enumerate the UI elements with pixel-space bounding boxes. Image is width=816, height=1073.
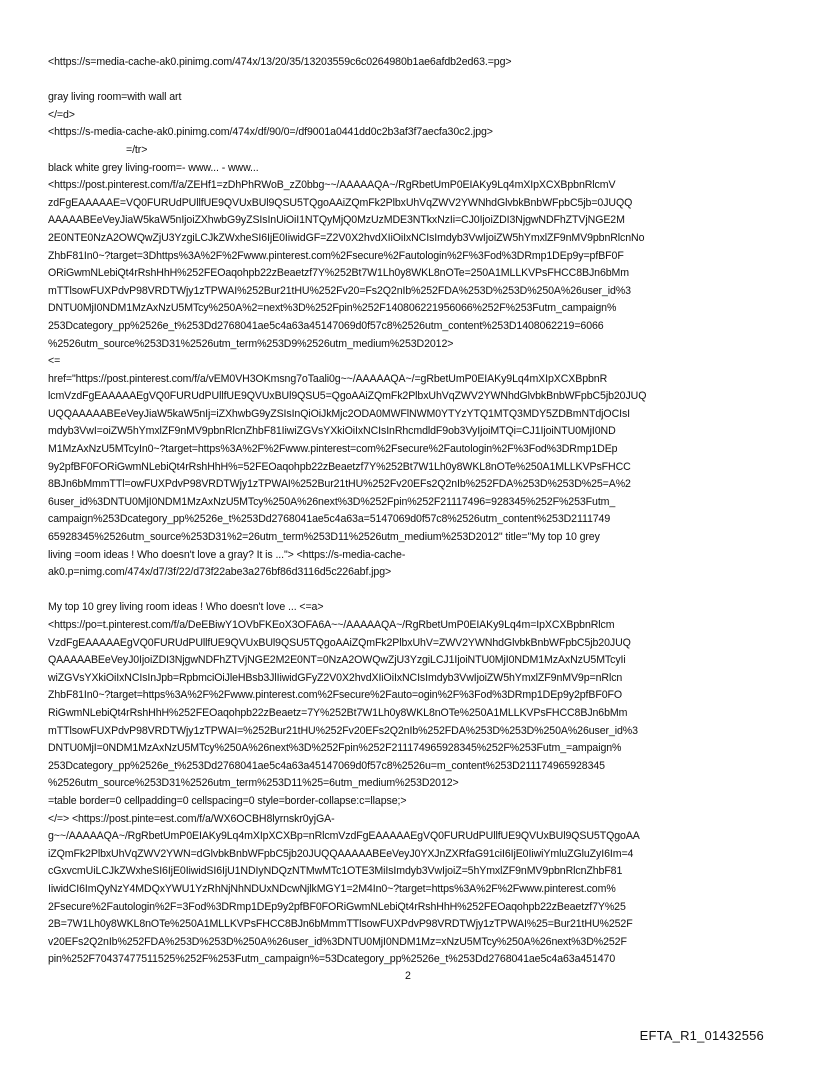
text-line: <https://post.pinterest.com/f/a/ZEHf1=zDhPhRWoB_zZ0bbg~~/AAAAAQA~/RgRbetUmP0EIAKy9Lq4mXIpXCXBpbnRlcmV xyxy=(48,179,616,192)
text-line: 253Dcategory_pp%2526e_t%253Dd2768041ae5c4a63a45147069d0f57c8%2526utm_content%253D1408062219=6066 xyxy=(48,319,604,332)
text-line: 8BJn6bMmmTTl=owFUXPdvP98VRDTWjy1zTPWAI%252Bur21tHU%252Fv20EFs2Q2nIb%252FDA%253D%253D%25=A%2 xyxy=(48,478,631,491)
email-body-text xyxy=(48,54,770,969)
text-line: QAAAAABEeVeyJ0IjoiZDI3NjgwNDFhZTVjNGE2M2E0NT=0NzA2OWQwZjU3YzgiLCJ1IjoiNTU0MjI0NDM1MzAxNzU5MTcyIi xyxy=(48,654,626,667)
text-line: pin%252F70437477511525%252F%253Futm_campaign%=53Dcategory_pp%2526e_t%253Dd2768041ae5c4a63a451470 xyxy=(48,953,616,966)
text-line: </=> <https://post.pinte=est.com/f/a/WX6OCBH8lyrnskr0yjGA- xyxy=(48,812,335,825)
text-line: 65928345%2526utm_source%253D31%2=26utm_term%253D11%2526utm_medium%253D2012" title="My top 10 grey xyxy=(48,531,600,544)
text-line: 9y2pfBF0FORiGwmNLebiQt4rRshHhH%=52FEOaqohpb22zBeaetzf7Y%252Bt7W1Lh0y8WKL8nOTe%250A1MLLKVPsFHCC xyxy=(48,460,631,473)
text-line: 2B=7W1Lh0y8WKL8nOTe%250A1MLLKVPsFHCC8BJn6bMmmTTlsowFUXPdvP98VRDTWjy1zTPWAI%25=Bur21tHU%252F xyxy=(48,918,633,931)
text-line: g~~/AAAAAQA~/RgRbetUmP0EIAKy9Lq4mXIpXCXBp=nRlcmVzdFgEAAAAAEgVQ0FURUdPUllfUE9QVUxBUl9QSU5TQgoAA xyxy=(48,830,640,843)
text-line: href="https://post.pinterest.com/f/a/vEM0VH3OKmsng7oTaali0g~~/AAAAAQA~/=gRbetUmP0EIAKy9Lq4mXIpXCXBpbnR xyxy=(48,372,608,385)
text-line: RiGwmNLebiQt4rRshHhH%252FEOaqohpb22zBeaetz=7Y%252Bt7W1Lh0y8WKL8nOTe%250A1MLLKVPsFHCC8BJn6bMm xyxy=(48,706,628,719)
text-line: black white grey living-room=- www... - www... xyxy=(48,161,259,174)
text-line: =table border=0 cellpadding=0 cellspacing=0 style=border-collapse:c=llapse;> xyxy=(48,794,407,807)
text-line: 6user_id%3DNTU0MjI0NDM1MzAxNzU5MTcy%250A%26next%3D%252Fpin%252F21117496=928345%252F%253Futm_ xyxy=(48,495,616,508)
text-line: ZhbF81In0~?target=https%3A%2F%2Fwww.pinterest.com%2Fsecure%2Fauto=ogin%2F%3Fod%3DRmp1DEp9y2pfBF0FO xyxy=(48,689,623,702)
text-line: iZQmFk2PlbxUhVqZWV2YWN=dGlvbkBnbWFpbC5jb20JUQQAAAAABEeVeyJ0YXJnZXRfaG91ciI6IjE0IiwiYmluZGluZyI6Im=4 xyxy=(48,847,634,860)
text-line: mTTlsowFUXPdvP98VRDTWjy1zTPWAI=%252Bur21tHU%252Fv20EFs2Q2nIb%252FDA%253D%253D%250A%26user_id%3 xyxy=(48,724,638,737)
text-line: UQQAAAAABEeVeyJiaW5kaW5nIj=iZXhwbG9yZSIsInQiOiJkMjc2ODA0MWFlNWM0YTYzYTQ1MTQ3MDY5ZDBmNTdjOCIsI xyxy=(48,407,631,420)
blank-line xyxy=(48,582,770,600)
text-line: lcmVzdFgEAAAAAEgVQ0FURUdPUllfUE9QVUxBUl9QSU5=QgoAAiZQmFk2PlbxUhVqZWV2YWNhdGlvbkBnbWFpbC5jb20JUQ xyxy=(48,390,647,403)
blank-line xyxy=(48,72,770,90)
text-line: 2Fsecure%2Fautologin%2F=3Fod%3DRmp1DEp9y2pfBF0FORiGwmNLebiQt4rRshHhH%252FEOaqohpb22zBeaetzf7Y%25 xyxy=(48,900,626,913)
text-line: ORiGwmNLebiQt4rRshHhH%252FEOaqohpb22zBeaetzf7Y%252Bt7W1Lh0y8WKL8nOTe=250A1MLLKVPsFHCC8BJn6bMm xyxy=(48,267,630,280)
page-number: 2 xyxy=(405,970,411,982)
text-line: DNTU0MjI=0NDM1MzAxNzU5MTcy%250A%26next%3D%252Fpin%252F211174965928345%252F%253Futm_=ampaign% xyxy=(48,742,622,755)
text-line: <https://po=t.pinterest.com/f/a/DeEBiwY1OVbFKEoX3OFA6A~~/AAAAAQA~/RgRbetUmP0EIAKy9Lq4m=IpXCXBpbnRlcm xyxy=(48,619,615,631)
text-line: living =oom ideas ! Who doesn't love a gray? It is ..."> <https://s-media-cache- xyxy=(48,548,406,561)
text-line: IiwidCI6ImQyNzY4MDQxYWU1YzRhNjNhNDUxNDcwNjlkMGY1=2M4In0~?target=https%3A%2F%2Fwww.pinterest.com% xyxy=(48,882,616,895)
text-line: </=d> xyxy=(48,108,75,121)
document-id: EFTA_R1_01432556 xyxy=(639,1028,764,1043)
text-line: v20EFs2Q2nIb%252FDA%253D%253D%250A%26user_id%3DNTU0MjI0NDM1Mz=xNzU5MTcy%250A%26next%3D%252F xyxy=(48,935,627,948)
text-line: =/tr> xyxy=(126,143,148,156)
text-line: zdFgEAAAAAE=VQ0FURUdPUllfUE9QVUxBUl9QSU5TQgoAAiZQmFk2PlbxUhVqZWV2YWNhdGlvbkBnbWFpbC5jb=0JUQQ xyxy=(48,196,633,209)
text-line: mTTlsowFUXPdvP98VRDTWjy1zTPWAI%252Bur21tHU%252Fv20=Fs2Q2nIb%252FDA%253D%253D%250A%26user_id%3 xyxy=(48,284,631,297)
text-line: ZhbF81In0~?target=3Dhttps%3A%2F%2Fwww.pinterest.com%2Fsecure%2Fautologin%2F%3Fod%3DRmp1DEp9y=pfBF0F xyxy=(48,249,624,262)
text-line: AAAAABEeVeyJiaW5kaW5nIjoiZXhwbG9yZSIsInUiOiI1NTQyMjQ0MzUzMDE3NTkxNzIi=CJ0IjoiZDI3NjgwNDFhZTVjNGE2M xyxy=(48,214,625,227)
text-line: ak0.p=nimg.com/474x/d7/3f/22/d73f22abe3a276bf86d3116d5c226abf.jpg> xyxy=(48,566,392,579)
text-line: VzdFgEAAAAAEgVQ0FURUdPUllfUE9QVUxBUl9QSU5TQgoAAiZQmFk2PlbxUhV=ZWV2YWNhdGlvbkBnbWFpbC5jb20JUQ xyxy=(48,636,631,649)
text-line: M1MzAxNzU5MTcyIn0~?target=https%3A%2F%2Fwww.pinterest=com%2Fsecure%2Fautologin%2F%3Fod%3DRmp1DEp xyxy=(48,443,618,456)
text-line: 253Dcategory_pp%2526e_t%253Dd2768041ae5c4a63a45147069d0f57c8%2526u=m_content%253D211174965928345 xyxy=(48,759,605,772)
text-line: <https://s=media-cache-ak0.pinimg.com/474x/13/20/35/13203559c6c0264980b1ae6afdb2ed63.=pg> xyxy=(48,56,512,68)
text-line: <= xyxy=(48,355,61,368)
text-line: gray living room=with wall art xyxy=(48,91,182,104)
text-line: %2526utm_source%253D31%2526utm_term%253D11%25=6utm_medium%253D2012> xyxy=(48,777,459,790)
text-line: 2E0NTE0NzA2OWQwZjU3YzgiLCJkZWxheSI6IjE0IiwidGF=Z2V0X2hvdXIiOiIxNCIsImdyb3VwIjoiZW5hYmxlZF9nMV9pbnRlcnNo xyxy=(48,231,645,244)
text-line: mdyb3VwI=oiZW5hYmxlZF9nMV9pbnRlcnZhbF81IiwiZGVsYXkiOiIxNCIsInRhcmdldF9ob3VyIjoiMTQi=CJ1IjoiNTU0MjI0ND xyxy=(48,425,616,438)
text-line: %2526utm_source%253D31%2526utm_term%253D9%2526utm_medium%253D2012> xyxy=(48,337,454,350)
text-line: campaign%253Dcategory_pp%2526e_t%253Dd2768041ae5c4a63a=5147069d0f57c8%2526utm_content%253D2111749 xyxy=(48,513,611,526)
text-line: DNTU0MjI0NDM1MzAxNzU5MTcy%250A%2=next%3D%252Fpin%252F140806221956066%252F%253Futm_campaign% xyxy=(48,302,617,315)
text-line: wiZGVsYXkiOiIxNCIsInJpb=RpbmciOiJleHBsb3JlIiwidGFyZ2V0X2hvdXIiOiIxNCIsImdyb3VwIjoiZW5hYmxlZF9nMV9p=nRlcn xyxy=(48,671,623,684)
text-line: My top 10 grey living room ideas ! Who doesn't love ... <=a> xyxy=(48,601,324,614)
text-line: cGxvcmUiLCJkZWxheSI6IjE0IiwidSI6IjU1NDIyNDQzNTMwMTc1OTE3MiIsImdyb3VwIjoiZ=5hYmxlZF9nMV9pbnRlcnZhbF81 xyxy=(48,865,623,878)
text-line: <https://s-media-cache-ak0.pinimg.com/474x/df/90/0=/df9001a0441dd0c2b3af3f7aecfa30c2.jpg> xyxy=(48,126,493,139)
